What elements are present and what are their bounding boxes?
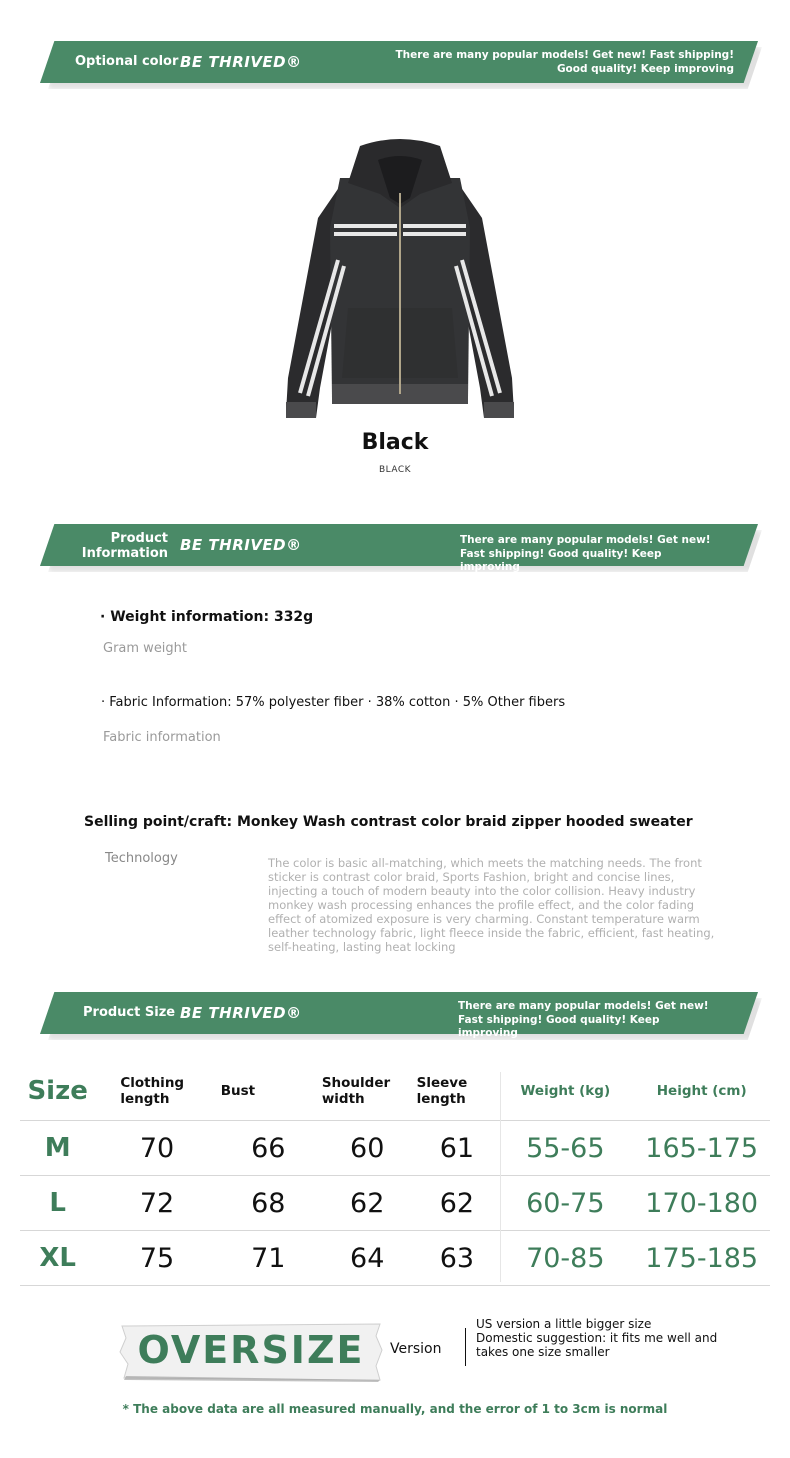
version-label: Version (390, 1341, 442, 1357)
bust-cell: 68 (219, 1176, 318, 1231)
weight-cell: 60-75 (497, 1176, 633, 1231)
footer-note: * The above data are all measured manually, and the error of 1 to 3cm is normal (122, 1402, 668, 1416)
fabric-label: Fabric information (103, 730, 221, 745)
header-shoulder-width: Shoulder width (318, 1062, 417, 1121)
shoulder-width-cell: 60 (318, 1121, 417, 1176)
bust-cell: 66 (219, 1121, 318, 1176)
clothing-length-cell: 72 (95, 1176, 218, 1231)
banner-product-information (40, 524, 758, 573)
banner-label: Product Information (81, 531, 168, 561)
color-sub: BLACK (378, 465, 412, 475)
version-divider (465, 1328, 466, 1366)
weight-cell: 70-85 (497, 1231, 633, 1286)
shoulder-width-cell: 64 (318, 1231, 417, 1286)
version-note (476, 1317, 736, 1359)
banner-slogan: There are many popular models! Get new! Fast shipping! Good quality! Keep improving (460, 534, 711, 573)
banner-product-size (40, 992, 758, 1039)
header-sleeve-length: Sleeve length (417, 1062, 498, 1121)
hoodie-image (280, 138, 520, 428)
bust-cell: 71 (219, 1231, 318, 1286)
note-line-1: US version a little bigger size (476, 1317, 652, 1331)
oversize-badge: OVERSIZE (137, 1328, 365, 1372)
height-cell: 165-175 (633, 1121, 770, 1176)
clothing-length-cell: 70 (95, 1121, 218, 1176)
shoulder-width-cell: 62 (318, 1176, 417, 1231)
banner-slogan: There are many popular models! Get new! Fast shipping! Good quality! Keep improving (458, 1000, 709, 1039)
technology-description: The color is basic all-matching, which meets the matching needs. The front sticker is contrast color braid, Sports Fashion, bright and concise lines, injecting a touch of modern beauty into the color collision. Heavy industry monkey wash processing enhances the profile effect, and the color fading effect of atomized exposure is very charming. Constant temperature warm leather technology fabric, light fleece inside the fabric, efficient, fast heating, self-heating, lasting heat locking (268, 856, 715, 954)
size-cell: XL (20, 1231, 95, 1286)
brand-logo: BE THRIVED® (180, 1004, 302, 1022)
technology-label: Technology (105, 851, 178, 866)
table-row (20, 1176, 770, 1231)
size-table (20, 1062, 770, 1286)
size-cell: L (20, 1176, 95, 1231)
banner-label: Optional color (75, 54, 179, 69)
sleeve-length-cell: 62 (417, 1176, 498, 1231)
height-cell: 170-180 (633, 1176, 770, 1231)
sleeve-length-cell: 61 (417, 1121, 498, 1176)
selling-point: Selling point/craft: Monkey Wash contrast color braid zipper hooded sweater (84, 814, 693, 830)
weight-info: · Weight information: 332g (100, 609, 314, 625)
fabric-info: · Fabric Information: 57% polyester fiber · 38% cotton · 5% Other fibers (101, 695, 566, 710)
banner-optional-color (40, 41, 758, 83)
size-cell: M (20, 1121, 95, 1176)
note-line-2: Domestic suggestion: it fits me well and takes one size smaller (476, 1331, 718, 1359)
header-height: Height (cm) (633, 1062, 770, 1121)
weight-cell: 55-65 (497, 1121, 633, 1176)
table-row (20, 1121, 770, 1176)
brand-logo: BE THRIVED® (180, 53, 302, 71)
weight-label: Gram weight (103, 641, 188, 656)
table-row (20, 1231, 770, 1286)
header-clothing-length: Clothing length (95, 1062, 218, 1121)
header-weight: Weight (kg) (497, 1062, 633, 1121)
brand-logo: BE THRIVED® (180, 536, 302, 554)
header-bust: Bust (219, 1062, 318, 1121)
table-divider (500, 1072, 501, 1282)
sleeve-length-cell: 63 (417, 1231, 498, 1286)
banner-label: Product Size (83, 1005, 176, 1020)
clothing-length-cell: 75 (95, 1231, 218, 1286)
color-name: Black (361, 430, 429, 455)
height-cell: 175-185 (633, 1231, 770, 1286)
header-size: Size (20, 1062, 95, 1121)
size-table-header (20, 1062, 770, 1121)
banner-slogan: There are many popular models! Get new! Fast shipping! Good quality! Keep improving (395, 49, 734, 75)
